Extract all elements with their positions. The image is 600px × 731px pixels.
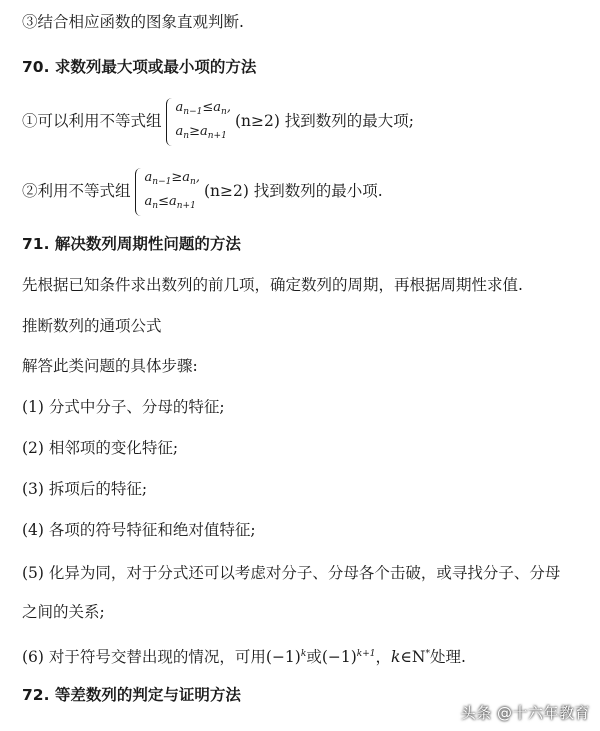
step-4: (4) 各项的符号特征和绝对值特征; [22,521,256,539]
text-line-period-method: 先根据已知条件求出数列的前几项，确定数列的周期，再根据周期性求值. [22,276,523,294]
text-line-general-term: 推断数列的通项公式 [22,317,162,335]
watermark: 头条 @十六年教育 [460,704,590,722]
heading-72: 72. 等差数列的判定与证明方法 [22,686,241,704]
step-2: (2) 相邻项的变化特征; [22,439,179,457]
left-brace-icon [166,98,174,146]
formula-neg-one-k: $(-1)^k$ [265,648,307,666]
formula-neg-one-k-plus-1: $(-1)^{k+1}$， [321,648,392,666]
left-brace-icon [135,168,143,216]
step-6-text-a: (6) 对于符号交替出现的情况，可用 [22,648,266,666]
step-3: (3) 拆项后的特征; [22,480,148,498]
inequality-system-min [135,168,200,216]
min-term-suffix: (n≥2) 找到数列的最小项. [203,182,383,200]
inequality-system-max [166,98,231,146]
text-line-steps: 解答此类问题的具体步骤: [22,357,198,375]
text-line-min-term [22,168,383,216]
inequality-row: $a_n\le a_{n+1}$ [144,194,196,211]
step-1: (1) 分式中分子、分母的特征; [22,398,225,416]
inequality-row: $a_{n-1}\le a_n$, [175,100,231,117]
text-line-max-term [22,98,414,146]
max-term-suffix: (n≥2) 找到数列的最大项; [234,112,415,130]
heading-70: 70. 求数列最大项或最小项的方法 [22,58,257,76]
step-5-continued: 之间的关系; [22,603,105,621]
step-5: (5) 化异为同，对于分式还可以考虑对分子、分母各个击破，或寻找分子、分母 [22,564,561,582]
inequality-row: $a_{n-1}\ge a_n$, [144,170,200,187]
text-line-judge-by-graph: ③结合相应函数的图象直观判断. [22,13,244,31]
min-term-prefix: ②利用不等式组 [22,182,131,200]
max-term-prefix: ①可以利用不等式组 [22,112,162,130]
heading-71: 71. 解决数列周期性问题的方法 [22,235,241,253]
formula-k-in-n: k [391,648,401,666]
step-6-text-c: 处理. [429,648,466,666]
step-6: (6) 对于符号交替出现的情况，可用$(-1)^k$或$(-1)^{k+1}$，k∈N*处理. [22,648,466,666]
step-6-text-or: 或 [306,648,322,666]
inequality-row: $a_n\ge a_{n+1}$ [175,124,227,141]
